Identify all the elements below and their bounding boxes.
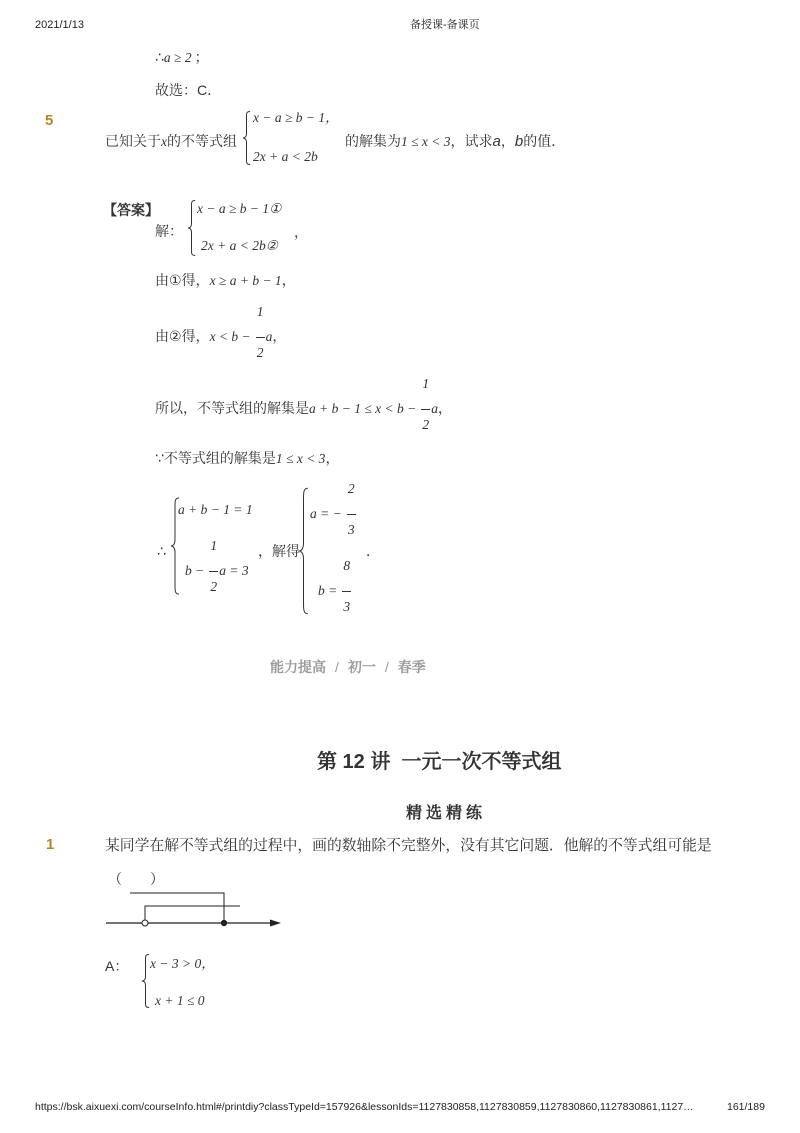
lecture-title: 第 12 讲 一元一次不等式组 <box>317 751 562 773</box>
stem-separator: ， <box>500 133 515 149</box>
solution-a-fraction <box>347 481 356 537</box>
previous-choice: 故选：C． <box>155 82 222 98</box>
step-4 <box>155 450 339 467</box>
solution-brace <box>298 487 309 615</box>
fraction-bar <box>347 514 356 515</box>
number-line-arrowhead <box>270 920 281 927</box>
solve-label: 解： <box>155 223 183 239</box>
step-3-end: ， <box>437 400 452 416</box>
open-endpoint <box>142 920 148 926</box>
step-2-fraction <box>256 304 265 360</box>
fraction-denominator: 2 <box>422 417 430 432</box>
stem-text-before: 已知关于 <box>105 133 161 149</box>
step-1-math: x ≥ a + b − 1 <box>209 273 282 288</box>
fraction-numerator: 1 <box>210 538 218 553</box>
question-5-inequality-1: x − a ≥ b − 1， <box>253 110 339 125</box>
step-4-end: ， <box>325 450 340 466</box>
solution-a <box>310 481 357 537</box>
previous-conclusion <box>155 49 209 66</box>
fraction-bar <box>256 337 265 338</box>
brace-path <box>243 112 250 165</box>
fraction-numerator: 1 <box>422 376 430 391</box>
step-1-end: ， <box>281 272 296 288</box>
fraction-bar <box>209 571 218 572</box>
equation-2 <box>185 538 249 594</box>
answer-label: 【答案】 <box>103 202 159 218</box>
question-number-1: 1 <box>46 836 55 853</box>
step-1 <box>155 272 296 289</box>
breadcrumb-term: 春季 <box>397 659 426 675</box>
question-5-inequality-2: 2x + a < 2b <box>253 149 318 164</box>
conclusion-punctuation: ； <box>194 49 209 65</box>
fraction-bar <box>421 409 430 410</box>
solution-end: ． <box>366 543 380 559</box>
fraction-numerator: 8 <box>343 558 351 573</box>
fraction-denominator: 2 <box>256 345 264 360</box>
section-title: 精选精练 <box>406 805 487 822</box>
brace-path <box>188 201 195 256</box>
option-a-label: A： <box>105 958 129 974</box>
solution-b-lhs: b = <box>318 583 338 598</box>
equation-1: a + b − 1 = 1 <box>178 502 253 517</box>
step-2-end: ， <box>272 328 287 344</box>
print-date: 2021/1/13 <box>35 19 84 31</box>
step-4-text: 不等式组的解集是 <box>163 450 276 466</box>
option-a-brace <box>141 954 150 1008</box>
number-line-diagram <box>100 885 290 930</box>
fraction-denominator: 2 <box>210 579 218 594</box>
breadcrumb-grade: 初一 <box>347 659 376 675</box>
answer-system-end: ， <box>294 224 308 240</box>
solution-bracket-closed <box>130 893 224 923</box>
question-5-stem-start <box>105 133 237 150</box>
question-5-stem-end <box>345 133 565 150</box>
solution-b <box>318 558 352 614</box>
question-5-system-brace <box>242 111 251 165</box>
print-url: https://bsk.aixuexi.com/courseInfo.html#/printdiy?classTypeId=157926&lessonIds=1127830858,1127830859,1127830860,1127830861,1127… <box>35 1101 694 1113</box>
breadcrumb-separator: / <box>384 659 389 675</box>
solution-b-fraction <box>342 558 351 614</box>
stem-text-system: 的不等式组 <box>167 133 237 149</box>
print-page-title: 备授课-备课页 <box>410 19 480 31</box>
therefore-symbol: ∴ <box>155 49 164 65</box>
step-2-text: 由②得， <box>155 328 210 344</box>
solution-a-lhs: a = − <box>310 506 342 521</box>
step-3-math-after: a <box>431 401 438 416</box>
fraction-denominator: 3 <box>343 599 351 614</box>
because-symbol: ∵ <box>155 450 164 466</box>
fraction-numerator: 1 <box>256 304 264 319</box>
step-2-math: x < b − <box>209 329 251 344</box>
equation-2-before: b − <box>185 563 205 578</box>
stem-text-solution: 的解集为 <box>345 133 401 149</box>
step-3 <box>155 376 452 432</box>
closed-endpoint <box>221 920 227 926</box>
fraction-numerator: 2 <box>347 481 355 496</box>
question-number-5: 5 <box>45 112 54 129</box>
therefore-symbol: ∴ <box>157 543 166 559</box>
stem-text-find: ，试求 <box>450 133 493 149</box>
conclusion-inequality: a ≥ 2 <box>163 50 192 65</box>
option-a-inequality-2: x + 1 ≤ 0 <box>155 993 205 1008</box>
brace-path <box>142 955 149 1008</box>
variable-a: a <box>492 133 501 150</box>
variable-x: x <box>161 134 167 149</box>
breadcrumb-level: 能力提高 <box>270 659 326 675</box>
page-counter: 161/189 <box>727 1101 765 1113</box>
option-a-inequality-1: x − 3 > 0， <box>150 956 215 971</box>
solution-range: 1 ≤ x < 3 <box>401 134 451 149</box>
step-2-math-after: a <box>265 329 273 344</box>
step-4-math: 1 ≤ x < 3 <box>275 451 326 466</box>
brace-path <box>299 488 308 613</box>
question-1-stem: 某同学在解不等式组的过程中，画的数轴除不完整外，没有其它问题．他解的不等式组可能是 <box>105 838 712 854</box>
breadcrumb-separator: / <box>335 659 339 675</box>
step-2 <box>155 304 287 360</box>
fraction-bar <box>342 591 351 592</box>
answer-inequality-2: 2x + a < 2b② <box>201 238 278 253</box>
step-3-fraction <box>421 376 430 432</box>
step-1-text: 由①得， <box>155 272 210 288</box>
answer-system-brace <box>187 200 196 256</box>
fraction-denominator: 3 <box>347 522 355 537</box>
step-3-math: a + b − 1 ≤ x < b − <box>309 401 417 416</box>
stem-text-end: 的值． <box>523 133 566 149</box>
answer-inequality-1: x − a ≥ b − 1① <box>197 201 282 216</box>
equation-2-after: a = 3 <box>219 563 249 578</box>
breadcrumb <box>270 659 426 675</box>
step-3-text: 所以，不等式组的解集是 <box>155 400 309 416</box>
solve-result-text: ，解得 <box>258 543 300 559</box>
variable-b: b <box>514 133 524 150</box>
equation-2-fraction <box>209 538 218 594</box>
answer-blank: （ ） <box>108 871 164 887</box>
